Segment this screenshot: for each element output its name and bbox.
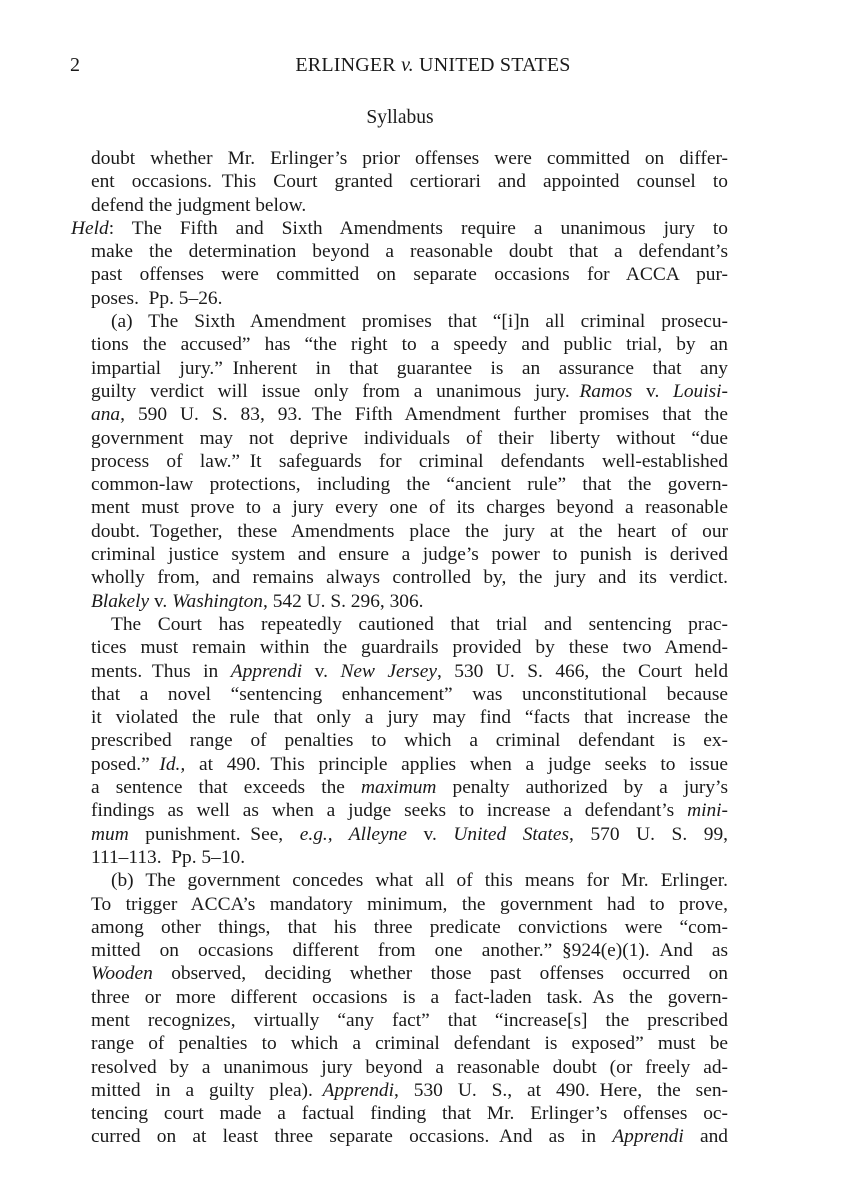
text-run: criminal justice system and ensure a judge’s power to punish is derived bbox=[91, 544, 728, 566]
italic-citation: Apprendi bbox=[322, 1079, 394, 1101]
text-line bbox=[91, 1032, 728, 1055]
text-line-content bbox=[91, 566, 728, 589]
text-line bbox=[91, 846, 728, 869]
italic-citation: mini- bbox=[687, 800, 728, 822]
text-line bbox=[91, 403, 728, 426]
text-line-content bbox=[91, 287, 728, 310]
text-line-content bbox=[91, 357, 728, 380]
text-line bbox=[91, 799, 728, 822]
text-line-content bbox=[91, 194, 728, 217]
text-line bbox=[91, 823, 728, 846]
syllabus-body bbox=[71, 147, 729, 1149]
text-line-content bbox=[91, 1056, 728, 1079]
text-run: tencing court made a factual finding that Mr. Erlinger’s offenses oc- bbox=[91, 1103, 728, 1125]
italic-citation: Wooden bbox=[91, 963, 153, 985]
text-run: impartial jury.” Inherent in that guarantee is an assurance that any bbox=[91, 357, 728, 379]
running-head-party-1: ERLINGER bbox=[295, 54, 402, 76]
text-line-content bbox=[91, 986, 728, 1009]
text-line-content bbox=[91, 1009, 728, 1032]
text-line-content bbox=[91, 893, 728, 916]
text-run: curred on at least three separate occasions. And as in bbox=[91, 1126, 613, 1148]
text-run: ments. Thus in bbox=[91, 660, 231, 682]
italic-citation: Ramos bbox=[579, 380, 633, 402]
text-line bbox=[91, 683, 728, 706]
text-line-content bbox=[91, 683, 728, 706]
text-line bbox=[91, 729, 728, 752]
text-line bbox=[91, 986, 728, 1009]
text-run: prescribed range of penalties to which a criminal defendant is ex- bbox=[91, 730, 728, 752]
text-run: government may not deprive individuals of their liberty without “due bbox=[91, 427, 728, 449]
text-line-content bbox=[91, 660, 728, 683]
text-run: penalty authorized by a jury’s bbox=[436, 777, 728, 799]
text-line-content bbox=[91, 753, 728, 776]
text-run: resolved by a unanimous jury beyond a reasonable doubt (or freely ad- bbox=[91, 1056, 728, 1078]
text-line bbox=[91, 240, 728, 263]
text-run: tices must remain within the guardrails provided by these two Amend- bbox=[91, 637, 728, 659]
text-line bbox=[91, 263, 728, 286]
text-run: doubt whether Mr. Erlinger’s prior offenses were committed on differ- bbox=[91, 148, 728, 169]
text-line-content bbox=[91, 263, 728, 286]
text-line-content bbox=[91, 473, 728, 496]
text-run: (a) The Sixth Amendment promises that “[i]n all criminal prosecu- bbox=[111, 311, 728, 333]
text-line bbox=[91, 613, 728, 636]
text-run: tions the accused” has “the right to a speedy and public trial, by an bbox=[91, 334, 728, 356]
text-run: ment recognizes, virtually “any fact” that “increase[s] the prescribed bbox=[91, 1009, 728, 1031]
text-line-content bbox=[91, 636, 728, 659]
italic-citation: United States bbox=[453, 823, 570, 845]
text-run: : The Fifth and Sixth Amendments require a unanimous jury to bbox=[108, 217, 728, 239]
text-run: , 530 U. S., at 490. Here, the sen- bbox=[394, 1079, 728, 1101]
text-run: mitted in a guilty plea). bbox=[91, 1079, 323, 1101]
text-line-content bbox=[91, 962, 728, 985]
text-line bbox=[91, 1102, 728, 1125]
text-line bbox=[91, 310, 728, 333]
text-line-content bbox=[91, 939, 728, 962]
text-line bbox=[91, 893, 728, 916]
text-line bbox=[91, 1009, 728, 1032]
text-line bbox=[91, 427, 728, 450]
italic-citation: Louisi- bbox=[673, 380, 728, 402]
text-run: guilty verdict will issue only from a unanimous jury. bbox=[91, 380, 580, 402]
text-line bbox=[91, 590, 728, 613]
text-run: v. bbox=[406, 823, 454, 845]
text-line-content bbox=[91, 170, 728, 193]
text-run: range of penalties to which a criminal defendant is exposed” must be bbox=[91, 1033, 728, 1055]
text-run: To trigger ACCA’s mandatory minimum, the government had to prove, bbox=[91, 893, 728, 915]
text-line-content bbox=[91, 496, 728, 519]
italic-citation: New Jersey bbox=[340, 660, 437, 682]
text-line bbox=[91, 147, 728, 170]
text-line-content bbox=[91, 1079, 728, 1102]
text-run: that a novel “sentencing enhancement” was unconstitutional because bbox=[91, 683, 728, 705]
text-run: ment must prove to a jury every one of its charges beyond a reasonable bbox=[91, 497, 728, 519]
text-line bbox=[91, 1125, 728, 1148]
italic-citation: Held bbox=[71, 217, 109, 239]
italic-citation: Apprendi bbox=[230, 660, 303, 682]
text-line bbox=[91, 543, 728, 566]
text-run: past offenses were committed on separate occasions for ACCA pur- bbox=[91, 264, 728, 286]
italic-citation: Apprendi bbox=[612, 1126, 684, 1148]
page-number: 2 bbox=[70, 54, 80, 76]
text-run: and bbox=[683, 1126, 728, 1148]
text-line-content bbox=[91, 427, 728, 450]
text-run: a sentence that exceeds the bbox=[91, 777, 361, 799]
text-run: process of law.” It safeguards for criminal defendants well-established bbox=[91, 450, 728, 472]
italic-citation: Blakely bbox=[91, 590, 150, 612]
text-line-content bbox=[91, 706, 728, 729]
text-line bbox=[91, 566, 728, 589]
text-run: doubt. Together, these Amendments place the jury at the heart of our bbox=[91, 520, 728, 542]
text-line-content bbox=[91, 823, 728, 846]
text-line bbox=[91, 916, 728, 939]
text-line-content bbox=[91, 240, 728, 263]
text-run: among other things, that his three predicate convictions were “com- bbox=[91, 916, 728, 938]
text-line-content bbox=[91, 799, 728, 822]
running-head-party-2: UNITED STATES bbox=[413, 54, 571, 76]
text-line bbox=[91, 636, 728, 659]
text-run: ent occasions. This Court granted certiorari and appointed counsel to bbox=[91, 171, 728, 193]
text-line bbox=[91, 1056, 728, 1079]
text-run: The Court has repeatedly cautioned that trial and sentencing prac- bbox=[111, 613, 728, 635]
text-line-content bbox=[91, 729, 728, 752]
text-line bbox=[91, 939, 728, 962]
text-line-content bbox=[91, 1032, 728, 1055]
text-run: (b) The government concedes what all of this means for Mr. Erlinger. bbox=[111, 870, 728, 892]
text-run: v. bbox=[149, 590, 173, 612]
text-line bbox=[91, 962, 728, 985]
text-line-content bbox=[91, 846, 728, 869]
text-line bbox=[91, 776, 728, 799]
italic-citation: e.g., Alleyne bbox=[299, 823, 407, 845]
text-line bbox=[91, 496, 728, 519]
text-run: 111–113. Pp. 5–10. bbox=[91, 846, 246, 868]
text-line-content bbox=[91, 1125, 728, 1148]
text-line bbox=[91, 520, 728, 543]
text-line-content bbox=[91, 613, 728, 636]
text-line bbox=[91, 450, 728, 473]
italic-citation: mum bbox=[91, 823, 129, 845]
text-line bbox=[91, 706, 728, 729]
text-run: poses. Pp. 5–26. bbox=[91, 287, 223, 309]
text-line bbox=[71, 217, 728, 240]
text-run: wholly from, and remains always controlled by, the jury and its verdict. bbox=[91, 567, 728, 589]
text-line-content bbox=[71, 217, 728, 240]
running-head-versus: v. bbox=[401, 54, 414, 76]
text-run: defend the judgment below. bbox=[91, 194, 307, 216]
text-line-content bbox=[91, 403, 728, 426]
text-run: common-law protections, including the “ancient rule” that the govern- bbox=[91, 474, 728, 496]
text-run: , 590 U. S. 83, 93. The Fifth Amendment further promises that the bbox=[120, 404, 728, 426]
text-run: findings as well as when a judge seeks to increase a defendant’s bbox=[91, 800, 688, 822]
text-line bbox=[91, 753, 728, 776]
section-label: Syllabus bbox=[366, 107, 434, 128]
text-line-content bbox=[91, 869, 728, 892]
text-run: at 490. This principle applies when a judge seeks to issue bbox=[185, 753, 728, 775]
text-line bbox=[91, 357, 728, 380]
text-run: three or more different occasions is a fact-laden task. As the govern- bbox=[91, 986, 728, 1008]
text-line bbox=[91, 1079, 728, 1102]
text-line bbox=[91, 660, 728, 683]
text-run: v. bbox=[302, 660, 341, 682]
text-line-content bbox=[91, 333, 728, 356]
italic-citation: ana bbox=[91, 404, 121, 426]
text-line bbox=[91, 869, 728, 892]
text-line-content bbox=[91, 310, 728, 333]
text-run: observed, deciding whether those past offenses occurred on bbox=[152, 963, 728, 985]
text-run: punishment. See, bbox=[128, 823, 300, 845]
text-run: v. bbox=[632, 380, 674, 402]
italic-citation: Washington bbox=[172, 590, 263, 612]
text-line-content bbox=[91, 520, 728, 543]
text-line bbox=[91, 380, 728, 403]
text-line bbox=[91, 333, 728, 356]
text-run: posed.” bbox=[91, 753, 160, 775]
running-head bbox=[0, 53, 866, 77]
text-run: , 570 U. S. 99, bbox=[569, 823, 728, 845]
text-line-content bbox=[91, 776, 728, 799]
text-line-content bbox=[91, 543, 728, 566]
text-line-content bbox=[91, 590, 728, 613]
text-line-content bbox=[91, 147, 728, 170]
text-run: mitted on occasions different from one another.” §924(e)(1). And as bbox=[91, 940, 728, 962]
text-line bbox=[91, 473, 728, 496]
italic-citation: Id., bbox=[159, 753, 186, 775]
text-run: it violated the rule that only a jury may find “facts that increase the bbox=[91, 707, 728, 729]
text-line-content bbox=[91, 1102, 728, 1125]
text-line-content bbox=[91, 450, 728, 473]
text-line-content bbox=[91, 916, 728, 939]
text-run: make the determination beyond a reasonable doubt that a defendant’s bbox=[91, 241, 728, 263]
text-run: , 542 U. S. 296, 306. bbox=[263, 590, 424, 612]
text-run: , 530 U. S. 466, the Court held bbox=[436, 660, 729, 682]
italic-citation: maximum bbox=[361, 777, 437, 799]
text-line bbox=[91, 194, 728, 217]
text-line-content bbox=[91, 380, 728, 403]
text-line bbox=[91, 287, 728, 310]
text-line bbox=[91, 170, 728, 193]
